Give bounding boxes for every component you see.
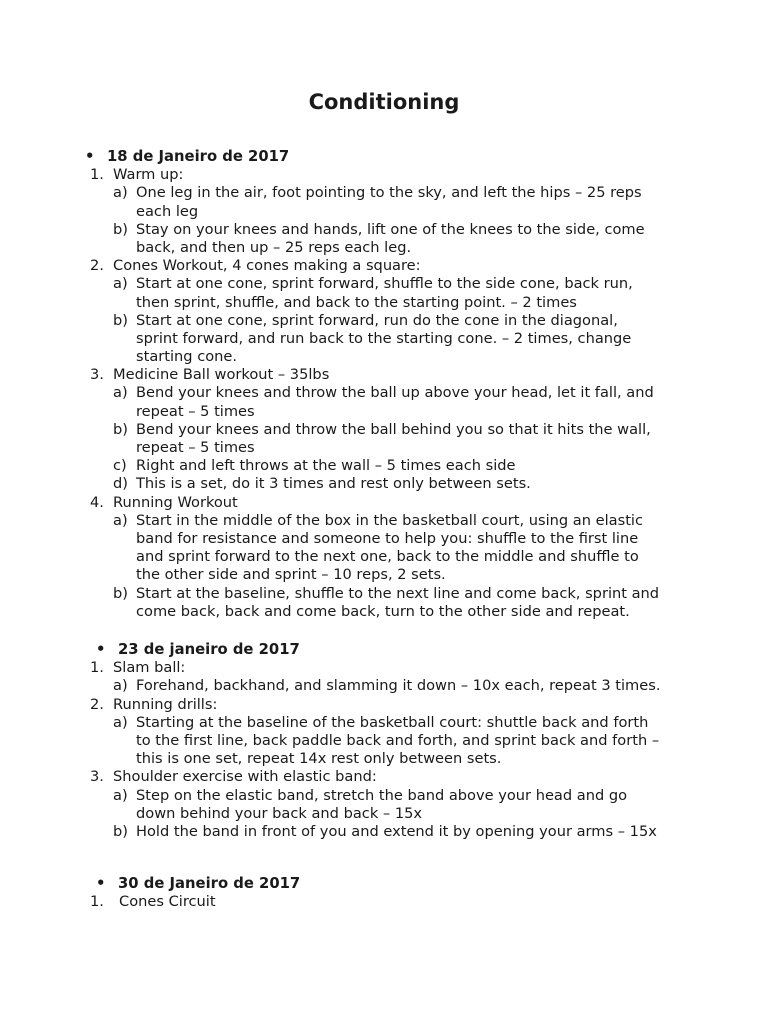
bullet-icon: • (96, 875, 106, 892)
sub-item-line (0, 732, 768, 750)
list-item-text: Cones Circuit (119, 893, 216, 911)
list-item (0, 696, 768, 714)
sub-item-text: repeat – 5 times (136, 439, 255, 456)
sub-item-line (0, 439, 768, 457)
section-jan-23 (0, 641, 768, 841)
list-item (0, 257, 768, 275)
sub-item-text: Starting at the baseline of the basketball court: shuttle back and forth (136, 713, 649, 731)
list-item-text: Running drills: (113, 695, 218, 713)
sub-item-letter: a) (113, 184, 128, 202)
sub-item-letter: b) (113, 420, 128, 438)
sub-item-text: Start at one cone, sprint forward, run do the cone in the diagonal, (136, 311, 618, 329)
section-date: 23 de janeiro de 2017 (118, 641, 300, 658)
list-item (0, 366, 768, 384)
sub-item-text: Step on the elastic band, stretch the band above your head and go (136, 786, 628, 804)
sub-item-line (0, 221, 768, 239)
section-jan-30 (0, 875, 768, 911)
sub-item-text: starting cone. (136, 348, 238, 366)
sub-item-line (0, 530, 768, 548)
sub-item-text: down behind your back and back – 15x (136, 804, 423, 822)
bullet-icon: • (85, 148, 95, 165)
list-item-number: 1. (90, 166, 104, 184)
sub-item-letter: a) (113, 384, 128, 402)
section-date-row (0, 641, 768, 659)
section-date-row (0, 875, 768, 893)
sub-item-line (0, 384, 768, 402)
sub-item-line (0, 750, 768, 768)
sub-item-letter: a) (113, 677, 128, 695)
sub-item-line (0, 348, 768, 366)
list-item-number: 3. (90, 768, 104, 786)
sub-item-text: Hold the band in front of you and extend it by opening your arms – 15x (136, 822, 657, 840)
sub-item-line (0, 403, 768, 421)
list-item-text: Medicine Ball workout – 35lbs (113, 366, 330, 384)
sub-item-line (0, 823, 768, 841)
list-item-number: 1. (90, 893, 104, 911)
sub-item-line (0, 239, 768, 257)
list-item-number: 2. (90, 257, 104, 275)
sub-item-line (0, 805, 768, 823)
list-item (0, 166, 768, 184)
sub-item-text: this is one set, repeat 14x rest only between sets. (136, 750, 502, 768)
sub-item-letter: a) (113, 511, 128, 529)
sub-item-line (0, 475, 768, 493)
sub-item-text: then sprint, shuffle, and back to the starting point. – 2 times (136, 293, 577, 311)
sub-item-letter: d) (113, 475, 128, 493)
sub-item-text: sprint forward, and run back to the starting cone. – 2 times, change (136, 329, 632, 347)
sub-item-text: Start at the baseline, shuffle to the next line and come back, sprint and (136, 584, 660, 602)
sub-item-text: One leg in the air, foot pointing to the sky, and left the hips – 25 reps (136, 184, 642, 202)
sub-item-letter: c) (113, 457, 127, 475)
list-item-text: Shoulder exercise with elastic band: (113, 768, 377, 786)
list-item-number: 4. (90, 493, 104, 511)
sub-item-text: the other side and sprint – 10 reps, 2 sets. (136, 566, 446, 584)
list-item-number: 3. (90, 366, 104, 384)
sub-item-line (0, 787, 768, 805)
sub-item-text: Forehand, backhand, and slamming it down – 10x each, repeat 3 times. (136, 677, 661, 695)
section-date: 18 de Janeiro de 2017 (107, 148, 290, 165)
list-item (0, 893, 768, 911)
sub-item-line (0, 714, 768, 732)
section-jan-18 (0, 148, 768, 621)
sub-item-line (0, 548, 768, 566)
sub-item-text: Bend your knees and throw the ball behind you so that it hits the wall, (136, 420, 651, 438)
sub-item-text: This is a set, do it 3 times and rest only between sets. (136, 475, 531, 493)
sub-item-line (0, 330, 768, 348)
list-item (0, 768, 768, 786)
sub-item-line (0, 275, 768, 293)
sub-item-letter: a) (113, 275, 128, 293)
sub-item-line (0, 603, 768, 621)
sub-item-text: band for resistance and someone to help you: shuffle to the first line (136, 529, 639, 547)
bullet-icon: • (96, 641, 106, 658)
sub-item-letter: b) (113, 584, 128, 602)
sub-item-line (0, 585, 768, 603)
sub-item-letter: b) (113, 311, 128, 329)
sub-item-text: and sprint forward to the next one, back to the middle and shuffle to (136, 548, 639, 566)
list-item-text: Running Workout (113, 493, 238, 511)
sub-item-text: Stay on your knees and hands, lift one of the knees to the side, come (136, 220, 645, 238)
sub-item-line (0, 421, 768, 439)
list-item-number: 1. (90, 659, 104, 677)
sub-item-line (0, 566, 768, 584)
list-item-number: 2. (90, 695, 104, 713)
sub-item-text: to the first line, back paddle back and forth, and sprint back and forth – (136, 731, 660, 749)
sub-item-text: come back, back and come back, turn to the other side and repeat. (136, 602, 630, 620)
sub-item-line (0, 457, 768, 475)
sub-item-line (0, 184, 768, 202)
sub-item-letter: b) (113, 822, 128, 840)
document-title: Conditioning (308, 90, 460, 114)
sub-item-letter: b) (113, 220, 128, 238)
sub-item-text: each leg (136, 202, 199, 220)
list-item (0, 494, 768, 512)
sub-item-letter: a) (113, 713, 128, 731)
sub-item-line (0, 312, 768, 330)
sub-item-line (0, 294, 768, 312)
sub-item-text: Right and left throws at the wall – 5 times each side (136, 457, 516, 475)
sub-item-line (0, 677, 768, 695)
section-date-row (0, 148, 768, 166)
sub-item-text: Bend your knees and throw the ball up above your head, let it fall, and (136, 384, 654, 402)
section-date: 30 de Janeiro de 2017 (118, 875, 301, 892)
list-item-text: Warm up: (113, 166, 184, 184)
list-item (0, 659, 768, 677)
list-item-text: Slam ball: (113, 659, 186, 677)
sub-item-text: Start at one cone, sprint forward, shuffle to the side cone, back run, (136, 275, 633, 293)
sub-item-text: Start in the middle of the box in the basketball court, using an elastic (136, 511, 644, 529)
sub-item-line (0, 512, 768, 530)
sub-item-text: repeat – 5 times (136, 402, 255, 420)
sub-item-text: back, and then up – 25 reps each leg. (136, 238, 412, 256)
list-item-text: Cones Workout, 4 cones making a square: (113, 257, 421, 275)
sub-item-line (0, 203, 768, 221)
sub-item-letter: a) (113, 786, 128, 804)
